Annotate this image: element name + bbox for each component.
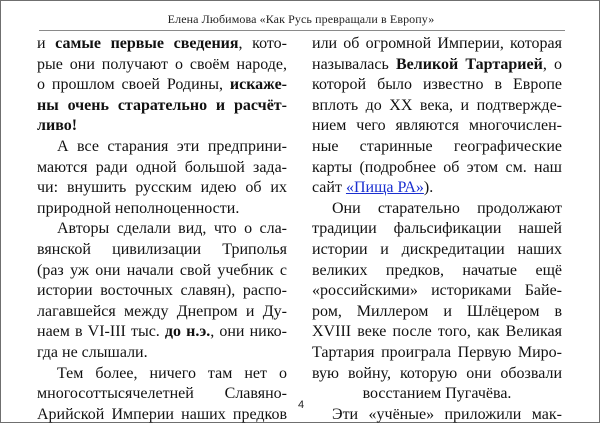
text-line: карты (подробнее об этом см. наш	[312, 158, 562, 176]
header-divider	[39, 30, 565, 31]
bold-text: Великой Тартарией	[395, 55, 543, 73]
text-line	[312, 55, 562, 76]
text-line: Эти «учёные» приложили мак-	[332, 405, 562, 423]
text-line	[312, 178, 562, 199]
right-column	[312, 34, 562, 425]
text-line: великих предков, начатые ещё	[312, 261, 562, 279]
text-line: Тартария проиграла Первую Миро-	[312, 343, 562, 361]
text-line: А все старания эти предприни-	[57, 137, 287, 155]
text-line: маются ради одной большой зада-	[37, 158, 287, 176]
bold-text: до н.э.	[164, 323, 211, 341]
text-line: восстанием Пугачёва.	[362, 385, 512, 403]
text-run: , о	[542, 55, 562, 73]
text-run: ).	[423, 179, 434, 197]
running-header: Елена Любимова «Как Русь превращали в Европу»	[167, 12, 435, 26]
text-line: Тем более, ничего там нет о	[57, 364, 287, 382]
text-line: XVIII веке после того, как Великая	[312, 323, 562, 341]
text-line: которой было известно в Европе	[312, 76, 562, 94]
text-run: наем в VI-III тыс.	[37, 323, 165, 341]
text-run: о прошлом своей Родины,	[37, 76, 230, 94]
bold-text: искаже-	[229, 76, 287, 94]
text-run: называлась	[312, 55, 396, 73]
page-number: 4	[297, 399, 305, 411]
text-line: нием чего являются многочислен-	[312, 117, 562, 135]
text-line: вплоть до XX века, и подтвержде-	[312, 96, 562, 114]
text-run: и	[37, 35, 56, 52]
text-line: рые они получают о своём народе,	[37, 55, 287, 73]
text-line: Авторы сделали вид, что о сла-	[57, 220, 287, 238]
text-line: ром, Миллером и Шлёцером в	[312, 302, 562, 320]
text-line: ливо!	[37, 117, 78, 135]
text-line: истории и дискредитации наших	[312, 240, 562, 258]
bold-text: самые первые сведения	[55, 35, 239, 52]
text-line: (раз уж они начали свой учебник с	[37, 261, 287, 279]
text-line: истории восточных славян), распо-	[37, 282, 287, 300]
text-line: вую войну, которую они обозвали	[312, 364, 562, 382]
text-line: гда не слышали.	[37, 343, 148, 361]
text-line: вянской цивилизации Триполья	[37, 240, 287, 258]
text-line: ны очень старательно и расчёт-	[37, 96, 287, 114]
text-line	[37, 34, 287, 55]
text-line: Арийской Империи наших предков	[37, 405, 287, 423]
text-line: традиции фальсификации нашей	[312, 220, 562, 238]
text-line: чи: внушить русским идею об их	[37, 179, 287, 197]
text-line: ные старинные географические	[312, 137, 562, 155]
text-line: или об огромной Империи, которая	[312, 35, 562, 52]
text-line	[37, 75, 287, 96]
text-line: лагавшейся между Днепром и Ду-	[37, 302, 287, 320]
text-line: многосоттысячелетней Славяно-	[37, 385, 287, 403]
text-line: Они старательно продолжают	[332, 199, 562, 217]
text-line: «российскими» историками Байе-	[312, 282, 562, 300]
left-column	[37, 34, 287, 425]
text-line: природной неполноценности.	[37, 199, 240, 217]
pishcha-ra-link[interactable]: «Пища РА»	[345, 179, 424, 197]
text-run: , кото-	[238, 35, 288, 52]
text-run: сайт	[312, 179, 346, 197]
text-run: , они нико-	[210, 323, 287, 341]
text-line	[37, 322, 287, 343]
